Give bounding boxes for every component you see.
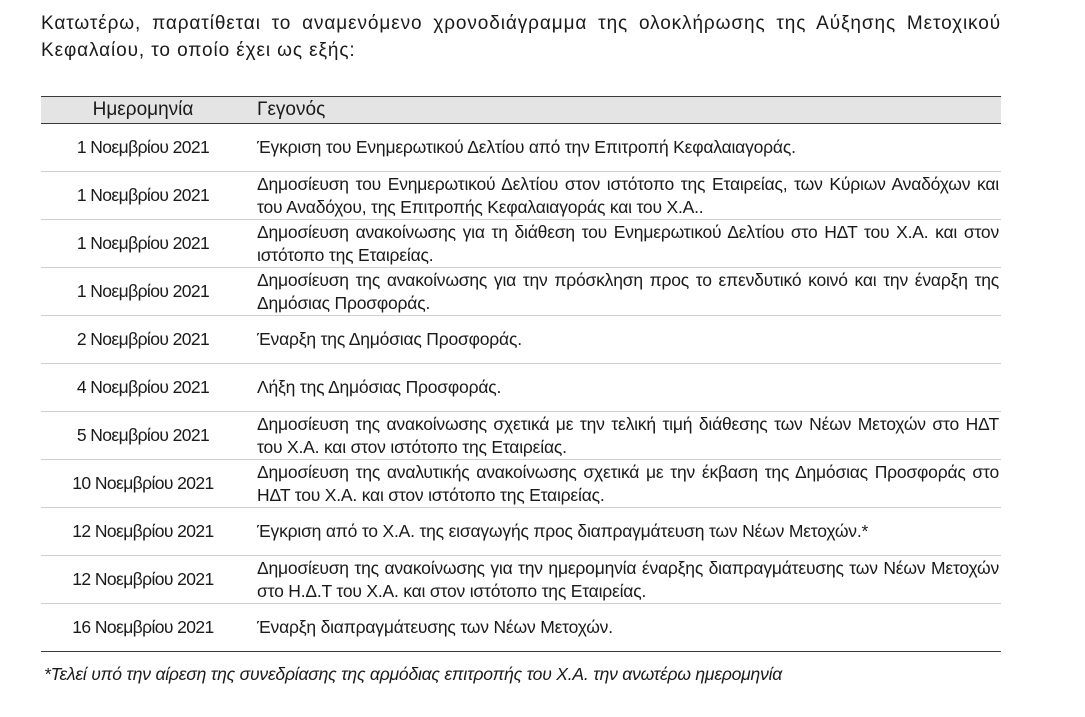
table-row <box>41 268 1001 316</box>
table-row <box>41 124 1001 172</box>
row-event: Έγκριση του Ενημερωτικού Δελτίου από την Επιτροπή Κεφαλαιαγοράς. <box>257 137 796 157</box>
table-row <box>41 172 1001 220</box>
row-date: 5 Νοεμβρίου 2021 <box>76 425 210 445</box>
row-date: 1 Νοεμβρίου 2021 <box>76 137 210 157</box>
row-date: 1 Νοεμβρίου 2021 <box>76 281 210 301</box>
row-event: Έγκριση από το Χ.Α. της εισαγωγής προς διαπραγμάτευση των Νέων Μετοχών.* <box>257 521 869 541</box>
row-date: 1 Νοεμβρίου 2021 <box>76 233 210 253</box>
table-row <box>41 412 1001 460</box>
table-row <box>41 508 1001 556</box>
footnote: *Τελεί υπό την αίρεση της συνεδρίασης της αρμόδιας επιτροπής του Χ.Α. την ανωτέρω ημερομηνία <box>44 664 783 684</box>
row-date: 12 Νοεμβρίου 2021 <box>72 521 214 541</box>
table-row <box>41 604 1001 652</box>
intro-paragraph: Κατωτέρω, παρατίθεται το αναμενόμενο χρονοδιάγραμμα της ολοκλήρωσης της Αύξησης Μετοχικού Κεφαλαίου, το οποίο έχει ως εξής: <box>41 13 1001 61</box>
table-row <box>41 220 1001 268</box>
row-event: Έναρξη της Δημόσιας Προσφοράς. <box>257 329 522 349</box>
table-header <box>41 96 1001 124</box>
row-event: Δημοσίευση της αναλυτικής ανακοίνωσης σχετικά με την έκβαση της Δημόσιας Προσφοράς στο ΗΔΤ του Χ.Α. και στον ιστότοπο της Εταιρείας. <box>257 461 999 505</box>
row-date: 1 Νοεμβρίου 2021 <box>76 185 210 205</box>
row-event: Δημοσίευση ανακοίνωσης για τη διάθεση του Ενημερωτικού Δελτίου στο ΗΔΤ του Χ.Α. και στον ιστότοπο της Εταιρείας. <box>257 221 999 265</box>
header-date: Ημερομηνία <box>92 99 194 120</box>
row-event: Δημοσίευση της ανακοίνωσης για την ημερομηνία έναρξης διαπραγμάτευσης των Νέων Μετοχών στο Η.Δ.Τ του Χ.Α. και στον ιστότοπο της Εταιρείας. <box>257 557 999 601</box>
header-event: Γεγονός <box>257 99 326 120</box>
schedule-table <box>41 96 1001 652</box>
row-event: Λήξη της Δημόσιας Προσφοράς. <box>257 377 502 397</box>
row-date: 2 Νοεμβρίου 2021 <box>76 329 210 349</box>
table-row <box>41 316 1001 364</box>
table-row <box>41 556 1001 604</box>
table-row <box>41 364 1001 412</box>
row-event: Δημοσίευση της ανακοίνωσης σχετικά με την τελική τιμή διάθεσης των Νέων Μετοχών στο ΗΔΤ του Χ.Α. και στον ιστότοπο της Εταιρείας. <box>257 413 999 457</box>
row-event: Έναρξη διαπραγμάτευσης των Νέων Μετοχών. <box>257 617 613 637</box>
row-date: 16 Νοεμβρίου 2021 <box>72 617 214 637</box>
row-date: 4 Νοεμβρίου 2021 <box>76 377 210 397</box>
table-row <box>41 460 1001 508</box>
row-date: 10 Νοεμβρίου 2021 <box>72 473 214 493</box>
row-date: 12 Νοεμβρίου 2021 <box>72 569 214 589</box>
row-event: Δημοσίευση της ανακοίνωσης για την πρόσκληση προς το επενδυτικό κοινό και την έναρξη της Δημόσιας Προσφοράς. <box>257 269 999 313</box>
row-event: Δημοσίευση του Ενημερωτικού Δελτίου στον ιστότοπο της Εταιρείας, των Κύριων Αναδόχων και του Αναδόχου, της Επιτροπής Κεφαλαιαγοράς και του Χ.Α.. <box>257 173 999 217</box>
